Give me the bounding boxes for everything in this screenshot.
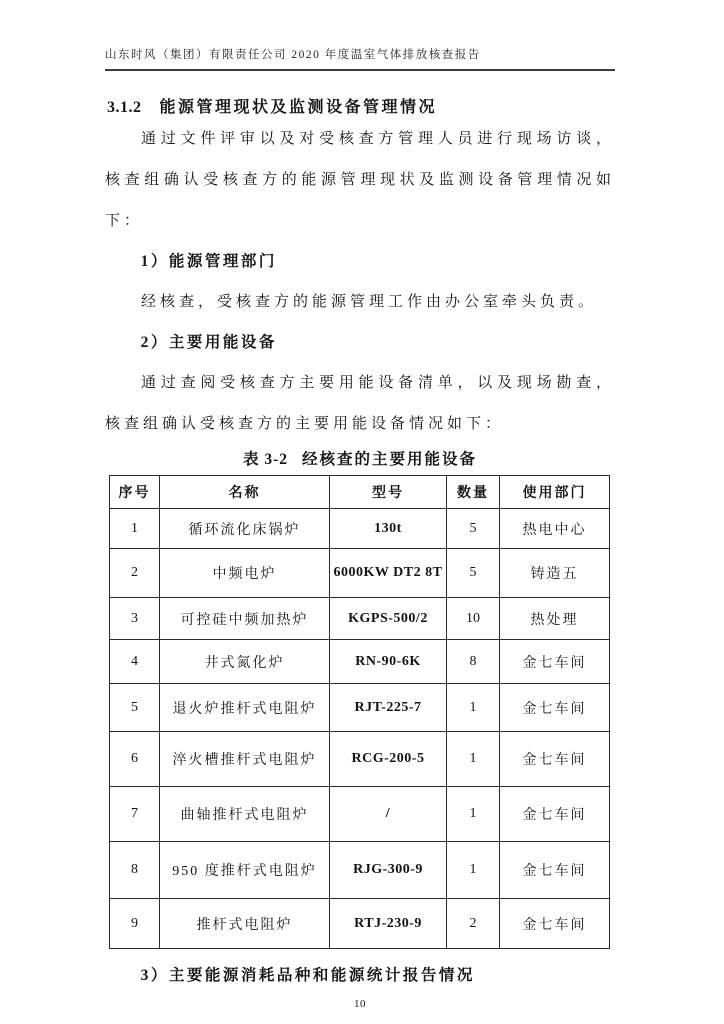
page-content <box>105 0 615 1010</box>
table-caption-title: 经核查的主要用能设备 <box>302 451 478 468</box>
table-cell: 10 <box>447 598 500 640</box>
table-cell: 金七车间 <box>500 842 610 899</box>
table-cell: 热处理 <box>500 598 610 640</box>
table-cell: 淬火槽推杆式电阻炉 <box>160 732 330 787</box>
table-cell: 3 <box>110 598 160 640</box>
table-header-cell: 序号 <box>110 476 160 509</box>
table-header-cell: 数量 <box>447 476 500 509</box>
table-cell: 1 <box>447 684 500 732</box>
table-cell: 7 <box>110 787 160 842</box>
table-cell: 曲轴推杆式电阻炉 <box>160 787 330 842</box>
section-title: 能源管理现状及监测设备管理情况 <box>159 99 438 116</box>
running-header <box>105 46 615 71</box>
table-header-cell: 使用部门 <box>500 476 610 509</box>
paragraph-energy-management-intro: 通过文件评审以及对受核查方管理人员进行现场访谈，核查组确认受核查方的能源管理现状及监测设备管理情况如下： <box>105 131 615 229</box>
table-cell: 1 <box>447 787 500 842</box>
table-cell: 井式氮化炉 <box>160 640 330 684</box>
table-cell: 130t <box>330 509 447 549</box>
table-cell: RCG-200-5 <box>330 732 447 787</box>
subsection-1-heading: 1）能源管理部门 <box>140 253 277 270</box>
running-header-title: 山东时风（集团）有限责任公司 2020 年度温室气体排放核查报告 <box>105 49 481 61</box>
table-cell: / <box>330 787 447 842</box>
paragraph-energy-department: 经核查，受核查方的能源管理工作由办公室牵头负责。 <box>141 294 598 310</box>
table-cell: RJT-225-7 <box>330 684 447 732</box>
table-header-cell: 名称 <box>160 476 330 509</box>
page-number: 10 <box>354 998 366 1010</box>
table-cell: 退火炉推杆式电阻炉 <box>160 684 330 732</box>
table-cell: 循环流化床锅炉 <box>160 509 330 549</box>
equipment-table <box>109 475 610 949</box>
table-row <box>110 787 610 842</box>
table-cell: 2 <box>447 899 500 949</box>
table-cell: 热电中心 <box>500 509 610 549</box>
table-cell: 金七车间 <box>500 640 610 684</box>
table-cell: 8 <box>447 640 500 684</box>
table-cell: 推杆式电阻炉 <box>160 899 330 949</box>
table-row <box>110 842 610 899</box>
table-cell: 1 <box>447 842 500 899</box>
paragraph-equipment-intro: 通过查阅受核查方主要用能设备清单，以及现场勘查，核查组确认受核查方的主要用能设备情况如下： <box>105 375 615 432</box>
table-cell: 金七车间 <box>500 899 610 949</box>
table-cell: 5 <box>110 684 160 732</box>
table-cell: RTJ-230-9 <box>330 899 447 949</box>
table-cell: 1 <box>447 732 500 787</box>
section-number: 3.1.2 <box>107 99 142 116</box>
table-cell: 9 <box>110 899 160 949</box>
table-cell: 8 <box>110 842 160 899</box>
table-cell: 4 <box>110 640 160 684</box>
table-row <box>110 598 610 640</box>
subsection-3-heading: 3）主要能源消耗品种和能源统计报告情况 <box>140 967 475 984</box>
table-row <box>110 640 610 684</box>
table-cell: 6000KW DT2 8T <box>330 549 447 598</box>
subsection-2-heading: 2）主要用能设备 <box>140 334 277 351</box>
table-header-cell: 型号 <box>330 476 447 509</box>
table-cell: 金七车间 <box>500 787 610 842</box>
table-row <box>110 684 610 732</box>
section-heading <box>107 97 615 119</box>
table-caption-number: 表 3-2 <box>242 451 289 468</box>
table-cell: KGPS-500/2 <box>330 598 447 640</box>
table-caption <box>105 447 615 469</box>
table-row <box>110 732 610 787</box>
table-cell: 1 <box>110 509 160 549</box>
equipment-table-head <box>110 476 610 509</box>
table-row <box>110 899 610 949</box>
table-cell: 金七车间 <box>500 732 610 787</box>
table-cell: 950 度推杆式电阻炉 <box>160 842 330 899</box>
table-cell: 铸造五 <box>500 549 610 598</box>
table-cell: RN-90-6K <box>330 640 447 684</box>
table-cell: 金七车间 <box>500 684 610 732</box>
table-header-row <box>110 476 610 509</box>
table-cell: 可控硅中频加热炉 <box>160 598 330 640</box>
equipment-table-body <box>110 509 610 949</box>
table-cell: 5 <box>447 549 500 598</box>
table-row <box>110 509 610 549</box>
table-cell: RJG-300-9 <box>330 842 447 899</box>
table-cell: 5 <box>447 509 500 549</box>
table-cell: 2 <box>110 549 160 598</box>
table-row <box>110 549 610 598</box>
table-cell: 中频电炉 <box>160 549 330 598</box>
table-cell: 6 <box>110 732 160 787</box>
